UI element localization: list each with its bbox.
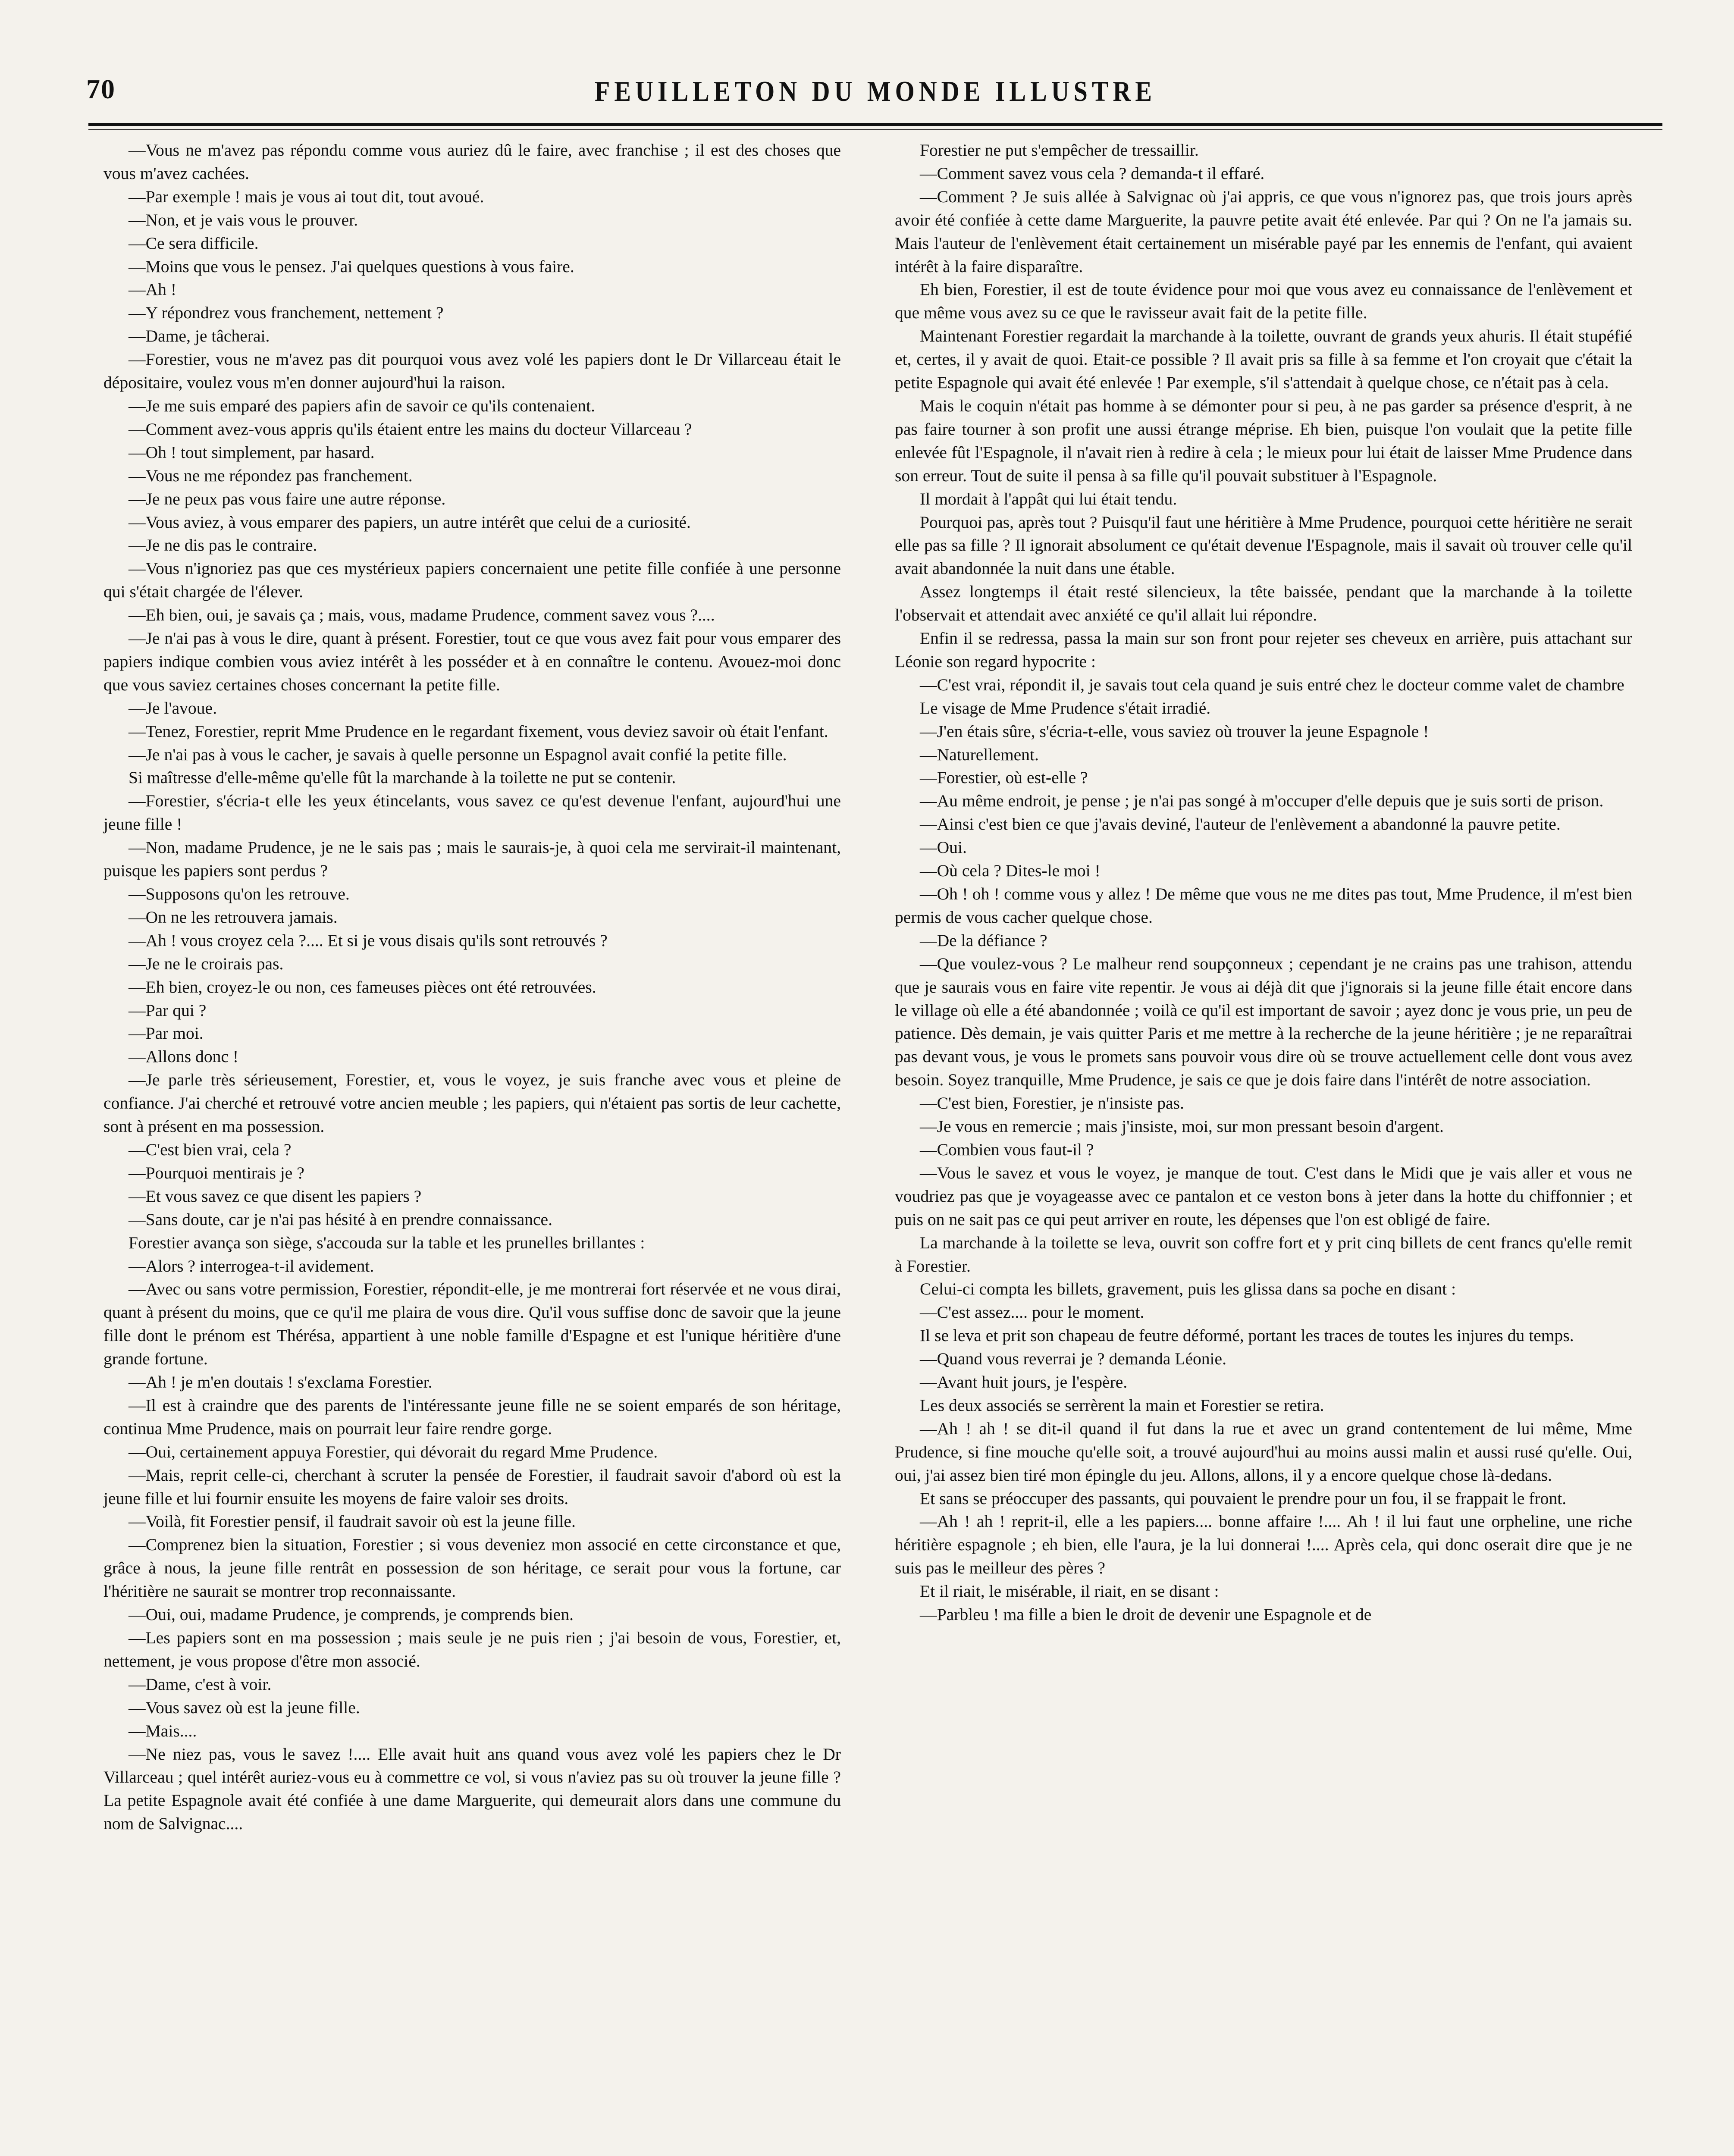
paragraph: —Ah ! ah ! reprit-il, elle a les papiers.... bonne affaire !.... Ah ! il lui faut une orpheline, une riche héritière espagnole ; eh bien, elle l'aura, je la lui donnerai !.... Après cela, qui donc oserait dire que je ne suis pas le meilleur des pères ? [895,1512,1632,1578]
paragraph: —Voilà, fit Forestier pensif, il faudrait savoir où est la jeune fille. [129,1512,576,1531]
paragraph: Il mordait à l'appât qui lui était tendu. [920,489,1177,508]
paragraph: —Tenez, Forestier, reprit Mme Prudence en le regardant fixement, vous deviez savoir où était l'enfant. [129,721,828,741]
paragraph: —Eh bien, croyez-le ou non, ces fameuses pièces ont été retrouvées. [129,977,596,997]
paragraph: —Comment savez vous cela ? demanda-t il effaré. [920,163,1265,183]
paragraph: —Allons donc ! [129,1047,239,1066]
paragraph: —Dame, c'est à voir. [129,1674,272,1694]
paragraph: —C'est bien vrai, cela ? [129,1140,292,1159]
paragraph: —Oui, certainement appuya Forestier, qui dévorait du regard Mme Prudence. [129,1442,658,1461]
paragraph: —Vous aviez, à vous emparer des papiers, un autre intérêt que celui de a curiosité. [129,512,691,532]
paragraph: Forestier avança son siège, s'accouda sur la table et les prunelles brillantes : [129,1233,645,1252]
paragraph: —Naturellement. [920,745,1039,764]
paragraph: —Par qui ? [129,1000,207,1020]
paragraph: —Ah ! ah ! se dit-il quand il fut dans la rue et avec un grand contentement de lui même, Mme Prudence, si fine mouche qu'elle soit, a trouvé aujourd'hui au moins aussi malin et aussi rusé qu'elle. Oui, oui, j'ai assez bien tiré mon épingle du jeu. Allons, allons, il y a encore quelque chose là-dedans. [895,1419,1632,1485]
paragraph: —Que voulez-vous ? Le malheur rend soupçonneux ; cependant je ne crains pas une trahison, attendu que je saurais vous en faire vite repentir. Je vous ai déjà dit que j'ignorais si la jeune fille était encore dans le village où elle a été abandonnée ; voilà ce qu'il est important de savoir ; ayez donc je vous prie, un peu de patience. Dès demain, je vais quitter Paris et me mettre à la recherche de la jeune héritière ; je ne reparaîtrai pas devant vous, je vous le promets sans pouvoir vous dire où se trouve actuellement celle dont vous avez besoin. Soyez tranquille, Mme Prudence, je sais ce que je dois faire dans l'intérêt de notre association. [895,954,1632,1090]
paragraph: —Par moi. [129,1024,204,1043]
paragraph: —Et vous savez ce que disent les papiers ? [129,1186,422,1206]
paragraph: —De la défiance ? [920,931,1047,950]
header-rule-thin [88,129,1662,130]
paragraph: —Parbleu ! ma fille a bien le droit de devenir une Espagnole et de [920,1605,1372,1624]
paragraph: Assez longtemps il était resté silencieux, la tête baissée, pendant que la marchande à la toilette l'observait et attendait avec anxiété ce qu'il allait lui répondre. [895,582,1632,625]
paragraph: —C'est bien, Forestier, je n'insiste pas. [920,1094,1184,1113]
paragraph: —Ah ! je m'en doutais ! s'exclama Forestier. [129,1373,433,1392]
paragraph: —Comment avez-vous appris qu'ils étaient entre les mains du docteur Villarceau ? [129,419,692,439]
paragraph: Maintenant Forestier regardait la marchande à la toilette, ouvrant de grands yeux ahuris. Il était stupéfié et, certes, il y avait de quoi. Etait-ce possible ? Il avait pris sa fille à sa femme et l'on croyait que c'était la petite Espagnole qui avait été enlevée ! Par exemple, s'il s'attendait à quelque chose, ce n'était pas à cela. [895,326,1632,392]
paragraph: —Forestier, s'écria-t elle les yeux étincelants, vous savez ce qu'est devenue l'enfant, aujourd'hui une jeune fille ! [103,791,841,834]
paragraph: —Oh ! tout simplement, par hasard. [129,442,375,462]
paragraph: —Pourquoi mentirais je ? [129,1163,304,1182]
paragraph: —Moins que vous le pensez. J'ai quelques questions à vous faire. [129,257,574,276]
paragraph: —Vous n'ignoriez pas que ces mystérieux papiers concernaient une petite fille confiée à une personne qui s'était chargée de l'élever. [103,559,841,602]
paragraph: —Je ne peux pas vous faire une autre réponse. [129,489,446,508]
page-header [86,73,1665,121]
paragraph: Si maîtresse d'elle-même qu'elle fût la marchande à la toilette ne put se contenir. [129,768,676,787]
paragraph: —Comprenez bien la situation, Forestier ; si vous deveniez mon associé en cette circonstance et que, grâce à nous, la jeune fille rentrât en possession de son héritage, ce serait pour vous la fortune, car l'héritière ne saurait se montrer trop reconnaissante. [103,1535,841,1601]
paragraph: —Au même endroit, je pense ; je n'ai pas songé à m'occuper d'elle depuis que je suis sorti de prison. [920,791,1604,811]
paragraph: —Je l'avoue. [129,698,217,718]
paragraph: —Non, et je vais vous le prouver. [129,210,358,229]
paragraph: —Ne niez pas, vous le savez !.... Elle avait huit ans quand vous avez volé les papiers chez le Dr Villarceau ; quel intérêt auriez-vous eu à commettre ce vol, si vous n'aviez pas su où trouver la jeune fille ? La petite Espagnole avait été confiée à une dame Marguerite, qui demeurait alors dans une commune du nom de Salvignac.... [103,1744,841,1833]
paragraph: —Alors ? interrogea-t-il avidement. [129,1256,374,1275]
paragraph: —On ne les retrouvera jamais. [129,907,338,927]
paragraph: —Quand vous reverrai je ? demanda Léonie. [920,1349,1227,1369]
paragraph: Et il riait, le misérable, il riait, en se disant : [920,1582,1219,1601]
paragraph: —Oui, oui, madame Prudence, je comprends, je comprends bien. [129,1605,574,1624]
paragraph: Mais le coquin n'était pas homme à se démonter pour si peu, à ne pas garder sa présence d'esprit, à ne pas faire tourner à son profit une aussi étrange méprise. Eh bien, puisque l'on voulait que la petite fille enlevée fût l'Espagnole, il n'avait rien à redire à cela ; le mieux pour lui était de laisser Mme Prudence dans son erreur. Tout de suite il pensa à sa fille qu'il pouvait substituer à l'Espagnole. [895,396,1632,485]
paragraph: Enfin il se redressa, passa la main sur son front pour rejeter ses cheveux en arrière, puis attachant sur Léonie son regard hypocrite : [895,629,1632,671]
paragraph: —Ce sera difficile. [129,233,259,253]
paragraph: —Vous ne m'avez pas répondu comme vous auriez dû le faire, avec franchise ; il est des choses que vous m'avez cachées. [103,141,841,183]
right-column [895,139,1632,1626]
paragraph: —Je ne dis pas le contraire. [129,536,317,555]
paragraph: —Je ne le croirais pas. [129,954,284,973]
paragraph: Il se leva et prit son chapeau de feutre déformé, portant les traces de toutes les injures du temps. [920,1326,1574,1345]
paragraph: —J'en étais sûre, s'écria-t-elle, vous saviez où trouver la jeune Espagnole ! [920,721,1429,741]
paragraph: —Je n'ai pas à vous le cacher, je savais à quelle personne un Espagnol avait confié la petite fille. [129,745,787,764]
paragraph: —Eh bien, oui, je savais ça ; mais, vous, madame Prudence, comment savez vous ?.... [129,605,715,625]
paragraph: —Où cela ? Dites-le moi ! [920,861,1101,881]
paragraph: —Avant huit jours, je l'espère. [920,1373,1128,1392]
paragraph: Les deux associés se serrèrent la main et Forestier se retira. [920,1395,1324,1415]
paragraph: —Oui. [920,838,967,857]
paragraph: —Dame, je tâcherai. [129,326,270,346]
paragraph: —Je n'ai pas à vous le dire, quant à présent. Forestier, tout ce que vous avez fait pour vous emparer des papiers indique combien vous aviez intérêt à les posséder et à en connaître le contenu. Avouez-moi donc que vous saviez certaines choses concernant la petite fille. [103,629,841,694]
paragraph: —Forestier, où est-elle ? [920,768,1088,787]
paragraph: —Comment ? Je suis allée à Salvignac où j'ai appris, ce que vous n'ignorez pas, que trois jours après avoir été confiée à cette dame Marguerite, la pauvre petite avait été enlevée. Par qui ? On ne l'a jamais su. Mais l'auteur de l'enlèvement était certainement un misérable payé par les ennemis de l'enfant, qui avaient intérêt à la faire disparaître. [895,187,1632,276]
paragraph: —Y répondrez vous franchement, nettement ? [129,303,444,323]
paragraph: —Par exemple ! mais je vous ai tout dit, tout avoué. [129,187,484,206]
paragraph: —Les papiers sont en ma possession ; mais seule je ne puis rien ; j'ai besoin de vous, Forestier, et, nettement, je vous propose d'être mon associé. [103,1628,841,1670]
paragraph: —Mais, reprit celle-ci, cherchant à scruter la pensée de Forestier, il faudrait savoir d'abord où est la jeune fille et lui fournir ensuite les moyens de faire valoir ses droits. [103,1465,841,1508]
paragraph: —Ah ! [129,280,177,299]
paragraph: —Il est à craindre que des parents de l'intéressante jeune fille ne se soient emparés de son héritage, continua Mme Prudence, mais on pourrait leur faire rendre gorge. [103,1395,841,1438]
paragraph: —Vous savez où est la jeune fille. [129,1698,360,1717]
paragraph: —Vous le savez et vous le voyez, je manque de tout. C'est dans le Midi que je vais aller et vous ne voudriez pas que je voyageasse avec ce pantalon et ce veston bons à jeter dans la hotte du chiffonnier ; et puis on ne sait pas ce qui peut arriver en route, les dépenses que l'on est obligé de faire. [895,1163,1632,1229]
page-number: 70 [86,74,116,104]
paragraph: —Non, madame Prudence, je ne le sais pas ; mais le saurais-je, à quoi cela me servirait-il maintenant, puisque les papiers sont perdus ? [103,838,841,881]
paragraph: —Supposons qu'on les retrouve. [129,884,350,903]
left-column [103,139,841,1836]
paragraph: Forestier ne put s'empêcher de tressaillir. [920,141,1199,160]
paragraph: —C'est assez.... pour le moment. [920,1303,1145,1322]
paragraph: Pourquoi pas, après tout ? Puisqu'il faut une héritière à Mme Prudence, pourquoi cette héritière ne serait elle pas sa fille ? Il ignorait absolument ce qu'était devenue l'Espagnole, mais il savait où trouver celle qu'il avait abandonnée la nuit dans une étable. [895,512,1632,578]
paragraph: —Ah ! vous croyez cela ?.... Et si je vous disais qu'ils sont retrouvés ? [129,931,608,950]
paragraph: —Combien vous faut-il ? [920,1140,1094,1159]
paragraph: —Je vous en remercie ; mais j'insiste, moi, sur mon pressant besoin d'argent. [920,1117,1444,1136]
paragraph: —Je me suis emparé des papiers afin de savoir ce qu'ils contenaient. [129,396,595,415]
paragraph: —C'est vrai, répondit il, je savais tout cela quand je suis entré chez le docteur comme valet de chambre [920,675,1624,694]
paragraph: —Je parle très sérieusement, Forestier, et, vous le voyez, je suis franche avec vous et pleine de confiance. J'ai cherché et retrouvé votre ancien meuble ; les papiers, qui n'étaient pas sortis de leur cachette, sont à présent en ma possession. [103,1070,841,1136]
paragraph: —Oh ! oh ! comme vous y allez ! De même que vous ne me dites pas tout, Mme Prudence, il m'est bien permis de vous cacher quelque chose. [895,884,1632,927]
paragraph: —Ainsi c'est bien ce que j'avais deviné, l'auteur de l'enlèvement a abandonné la pauvre petite. [920,815,1561,834]
header-rule-thick [88,123,1662,126]
paragraph: La marchande à la toilette se leva, ouvrit son coffre fort et y prit cinq billets de cent francs qu'elle remit à Forestier. [895,1233,1632,1275]
paragraph: —Avec ou sans votre permission, Forestier, répondit-elle, je me montrerai fort réservée et ne vous dirai, quant à présent du moins, que ce qu'il me plaira de vous dire. Qu'il vous suffise donc de savoir que la jeune fille dont le prénom est Thérésa, appartient à une noble famille d'Espagne et est l'unique héritière d'une grande fortune. [103,1279,841,1369]
paragraph: —Vous ne me répondez pas franchement. [129,466,413,485]
paragraph: —Forestier, vous ne m'avez pas dit pourquoi vous avez volé les papiers dont le Dr Villarceau était le dépositaire, voulez vous m'en donner aujourd'hui la raison. [103,350,841,392]
paragraph: Le visage de Mme Prudence s'était irradié. [920,698,1211,718]
paragraph: —Mais.... [129,1721,197,1740]
paragraph: Et sans se préoccuper des passants, qui pouvaient le prendre pour un fou, il se frappait le front. [920,1489,1567,1508]
paragraph: Eh bien, Forestier, il est de toute évidence pour moi que vous avez eu connaissance de l'enlèvement et que même vous avez su ce que le ravisseur avait fait de la petite fille. [895,280,1632,323]
running-title: FEUILLETON DU MONDE ILLUSTRE [594,75,1157,107]
paragraph: Celui-ci compta les billets, gravement, puis les glissa dans sa poche en disant : [920,1279,1456,1299]
paragraph: —Sans doute, car je n'ai pas hésité à en prendre connaissance. [129,1210,553,1229]
